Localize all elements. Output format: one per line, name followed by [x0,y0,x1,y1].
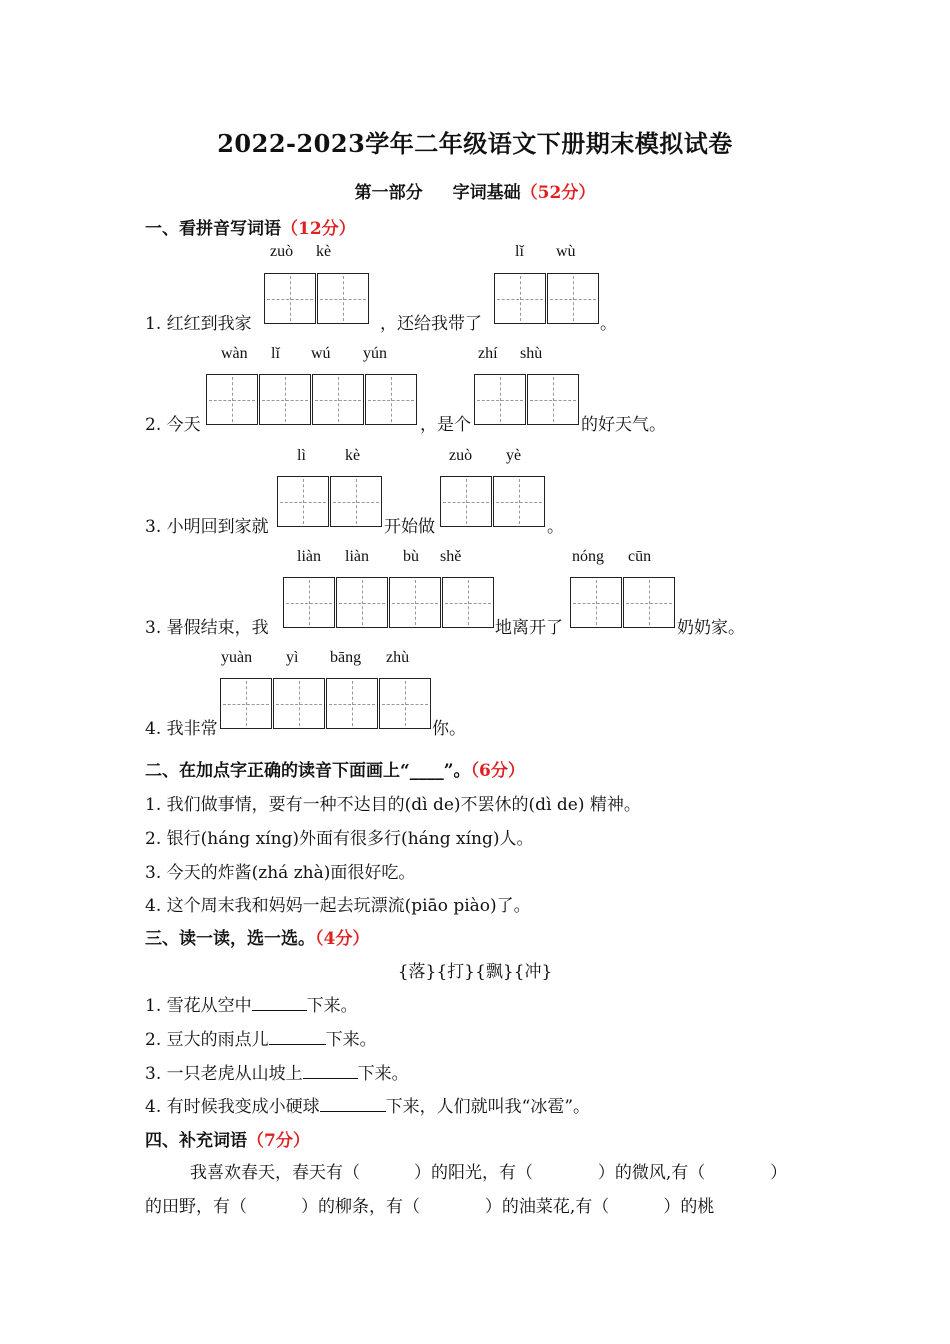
pinyin: zhù [386,649,410,666]
writing-cell[interactable] [206,374,258,425]
section-3-score: （4分） [315,929,370,949]
q1-prefix: 1. 红红到我家 [145,314,252,334]
answer-blank[interactable] [252,994,307,1011]
writing-cell[interactable] [389,577,441,628]
section-2-score: （6分） [470,761,525,781]
answer-grid-q1b[interactable] [494,273,600,324]
q3-end: 。 [547,517,564,537]
pinyin: yì [286,649,299,666]
s4-paragraph-line-1: 我喜欢春天，春天有（ ）的阳光，有（ ）的微风,有（ ） [190,1163,788,1183]
pinyin: kè [345,447,361,464]
section-2-heading [145,756,525,781]
q4-prefix: 3. 暑假结束，我 [145,618,269,638]
section-1-heading [145,214,356,239]
answer-grid-q2a[interactable] [206,374,418,425]
s3-line-suffix: 下来。 [325,1030,377,1050]
writing-cell[interactable] [493,476,545,527]
section-1-title: 一、看拼音写词语 [145,219,281,239]
s3-line-prefix: 3. 一只老虎从山坡上 [145,1064,303,1084]
answer-blank[interactable] [303,1062,358,1079]
q2-middle: ，是个 [420,415,471,435]
writing-cell[interactable] [365,374,417,425]
q4-end: 奶奶家。 [677,618,745,638]
s3-line-4 [145,1092,590,1117]
writing-cell[interactable] [440,476,492,527]
writing-cell[interactable] [277,476,329,527]
q1-middle: ，还给我带了 [380,314,482,334]
s3-line-suffix: 下来。 [306,996,358,1016]
q5-end: 你。 [432,719,466,739]
s3-line-suffix: 下来，人们就叫我“冰雹”。 [385,1097,591,1117]
writing-cell[interactable] [264,273,316,324]
section-2-title: 二、在加点字正确的读音下面画上“____”。 [145,761,471,781]
writing-cell[interactable] [623,577,675,628]
q2-prefix: 2. 今天 [145,415,201,435]
pinyin: yuàn [221,649,253,666]
answer-blank[interactable] [269,1028,326,1045]
writing-cell[interactable] [283,577,335,628]
word-options: {落}{打}{飘}{冲} [397,962,553,982]
writing-cell[interactable] [220,678,272,729]
writing-cell[interactable] [474,374,526,425]
pinyin: shě [440,548,462,565]
q3-middle: 开始做 [384,517,435,537]
q2-end: 的好天气。 [581,415,666,435]
writing-cell[interactable] [527,374,579,425]
pinyin: zhí [478,345,498,362]
pinyin: lì [297,447,306,464]
pinyin: bù [403,548,419,565]
s2-line: 3. 今天的炸酱(zhá zhà)面很好吃。 [145,863,416,883]
writing-cell[interactable] [326,678,378,729]
s2-line: 4. 这个周末我和妈妈一起去玩漂流(piāo piào)了。 [145,896,531,916]
part-score: （52分） [520,183,596,203]
s3-line-prefix: 1. 雪花从空中 [145,996,252,1016]
s3-line-prefix: 4. 有时候我变成小硬球 [145,1097,320,1117]
part-heading [0,178,950,203]
pinyin: wú [311,345,331,362]
answer-blank[interactable] [320,1095,386,1112]
s3-line-1 [145,991,358,1016]
q5-prefix: 4. 我非常 [145,719,218,739]
s4-paragraph-line-2: 的田野，有（ ）的柳条，有（ ）的油菜花,有（ ）的桃 [145,1197,715,1217]
part-label: 第一部分 [354,183,423,203]
pinyin: zuò [449,447,473,464]
section-4-score: （7分） [247,1131,310,1151]
pinyin: yún [363,345,387,362]
pinyin: wàn [221,345,248,362]
s2-line: 2. 银行(háng xíng)外面有很多行(háng xíng)人。 [145,829,534,849]
writing-cell[interactable] [570,577,622,628]
q4-middle: 地离开了 [495,618,563,638]
answer-grid-q1a[interactable] [264,273,370,324]
writing-cell[interactable] [317,273,369,324]
s2-line: 1. 我们做事情，要有一种不达目的(dì de)不罢休的(dì de) 精神。 [145,795,641,815]
writing-cell[interactable] [336,577,388,628]
writing-cell[interactable] [312,374,364,425]
s3-line-prefix: 2. 豆大的雨点儿 [145,1030,269,1050]
s3-line-suffix: 下来。 [357,1064,409,1084]
pinyin: kè [316,243,332,260]
answer-grid-q3b[interactable] [440,476,546,527]
section-1-score: （12分） [281,219,356,239]
pinyin: wù [556,243,576,260]
pinyin: zuò [270,243,294,260]
part-name: 字词基础 [452,183,521,203]
pinyin: liàn [345,548,369,565]
answer-grid-q5[interactable] [220,678,432,729]
pinyin: bāng [330,649,362,666]
s3-line-2 [145,1025,377,1050]
s3-line-3 [145,1059,409,1084]
page-title: 2022-2023学年二年级语文下册期末模拟试卷 [217,129,733,158]
answer-grid-q4a[interactable] [283,577,495,628]
pinyin: lǐ [515,243,524,260]
writing-cell[interactable] [330,476,382,527]
answer-grid-q2b[interactable] [474,374,580,425]
writing-cell[interactable] [442,577,494,628]
pinyin: yè [506,447,522,464]
pinyin: shù [520,345,543,362]
pinyin: cūn [628,548,652,565]
pinyin: nóng [572,548,604,565]
section-4-heading [145,1126,310,1151]
writing-cell[interactable] [273,678,325,729]
pinyin: lǐ [271,345,280,362]
writing-cell[interactable] [494,273,546,324]
section-4-title: 四、补充词语 [145,1131,247,1151]
section-3-title: 三、读一读，选一选。 [145,929,315,949]
q3-prefix: 3. 小明回到家就 [145,517,269,537]
answer-grid-q3a[interactable] [277,476,383,527]
writing-cell[interactable] [547,273,599,324]
writing-cell[interactable] [259,374,311,425]
section-3-heading [145,924,369,949]
q1-end: 。 [600,314,617,334]
pinyin: liàn [297,548,321,565]
answer-grid-q4b[interactable] [570,577,676,628]
writing-cell[interactable] [379,678,431,729]
